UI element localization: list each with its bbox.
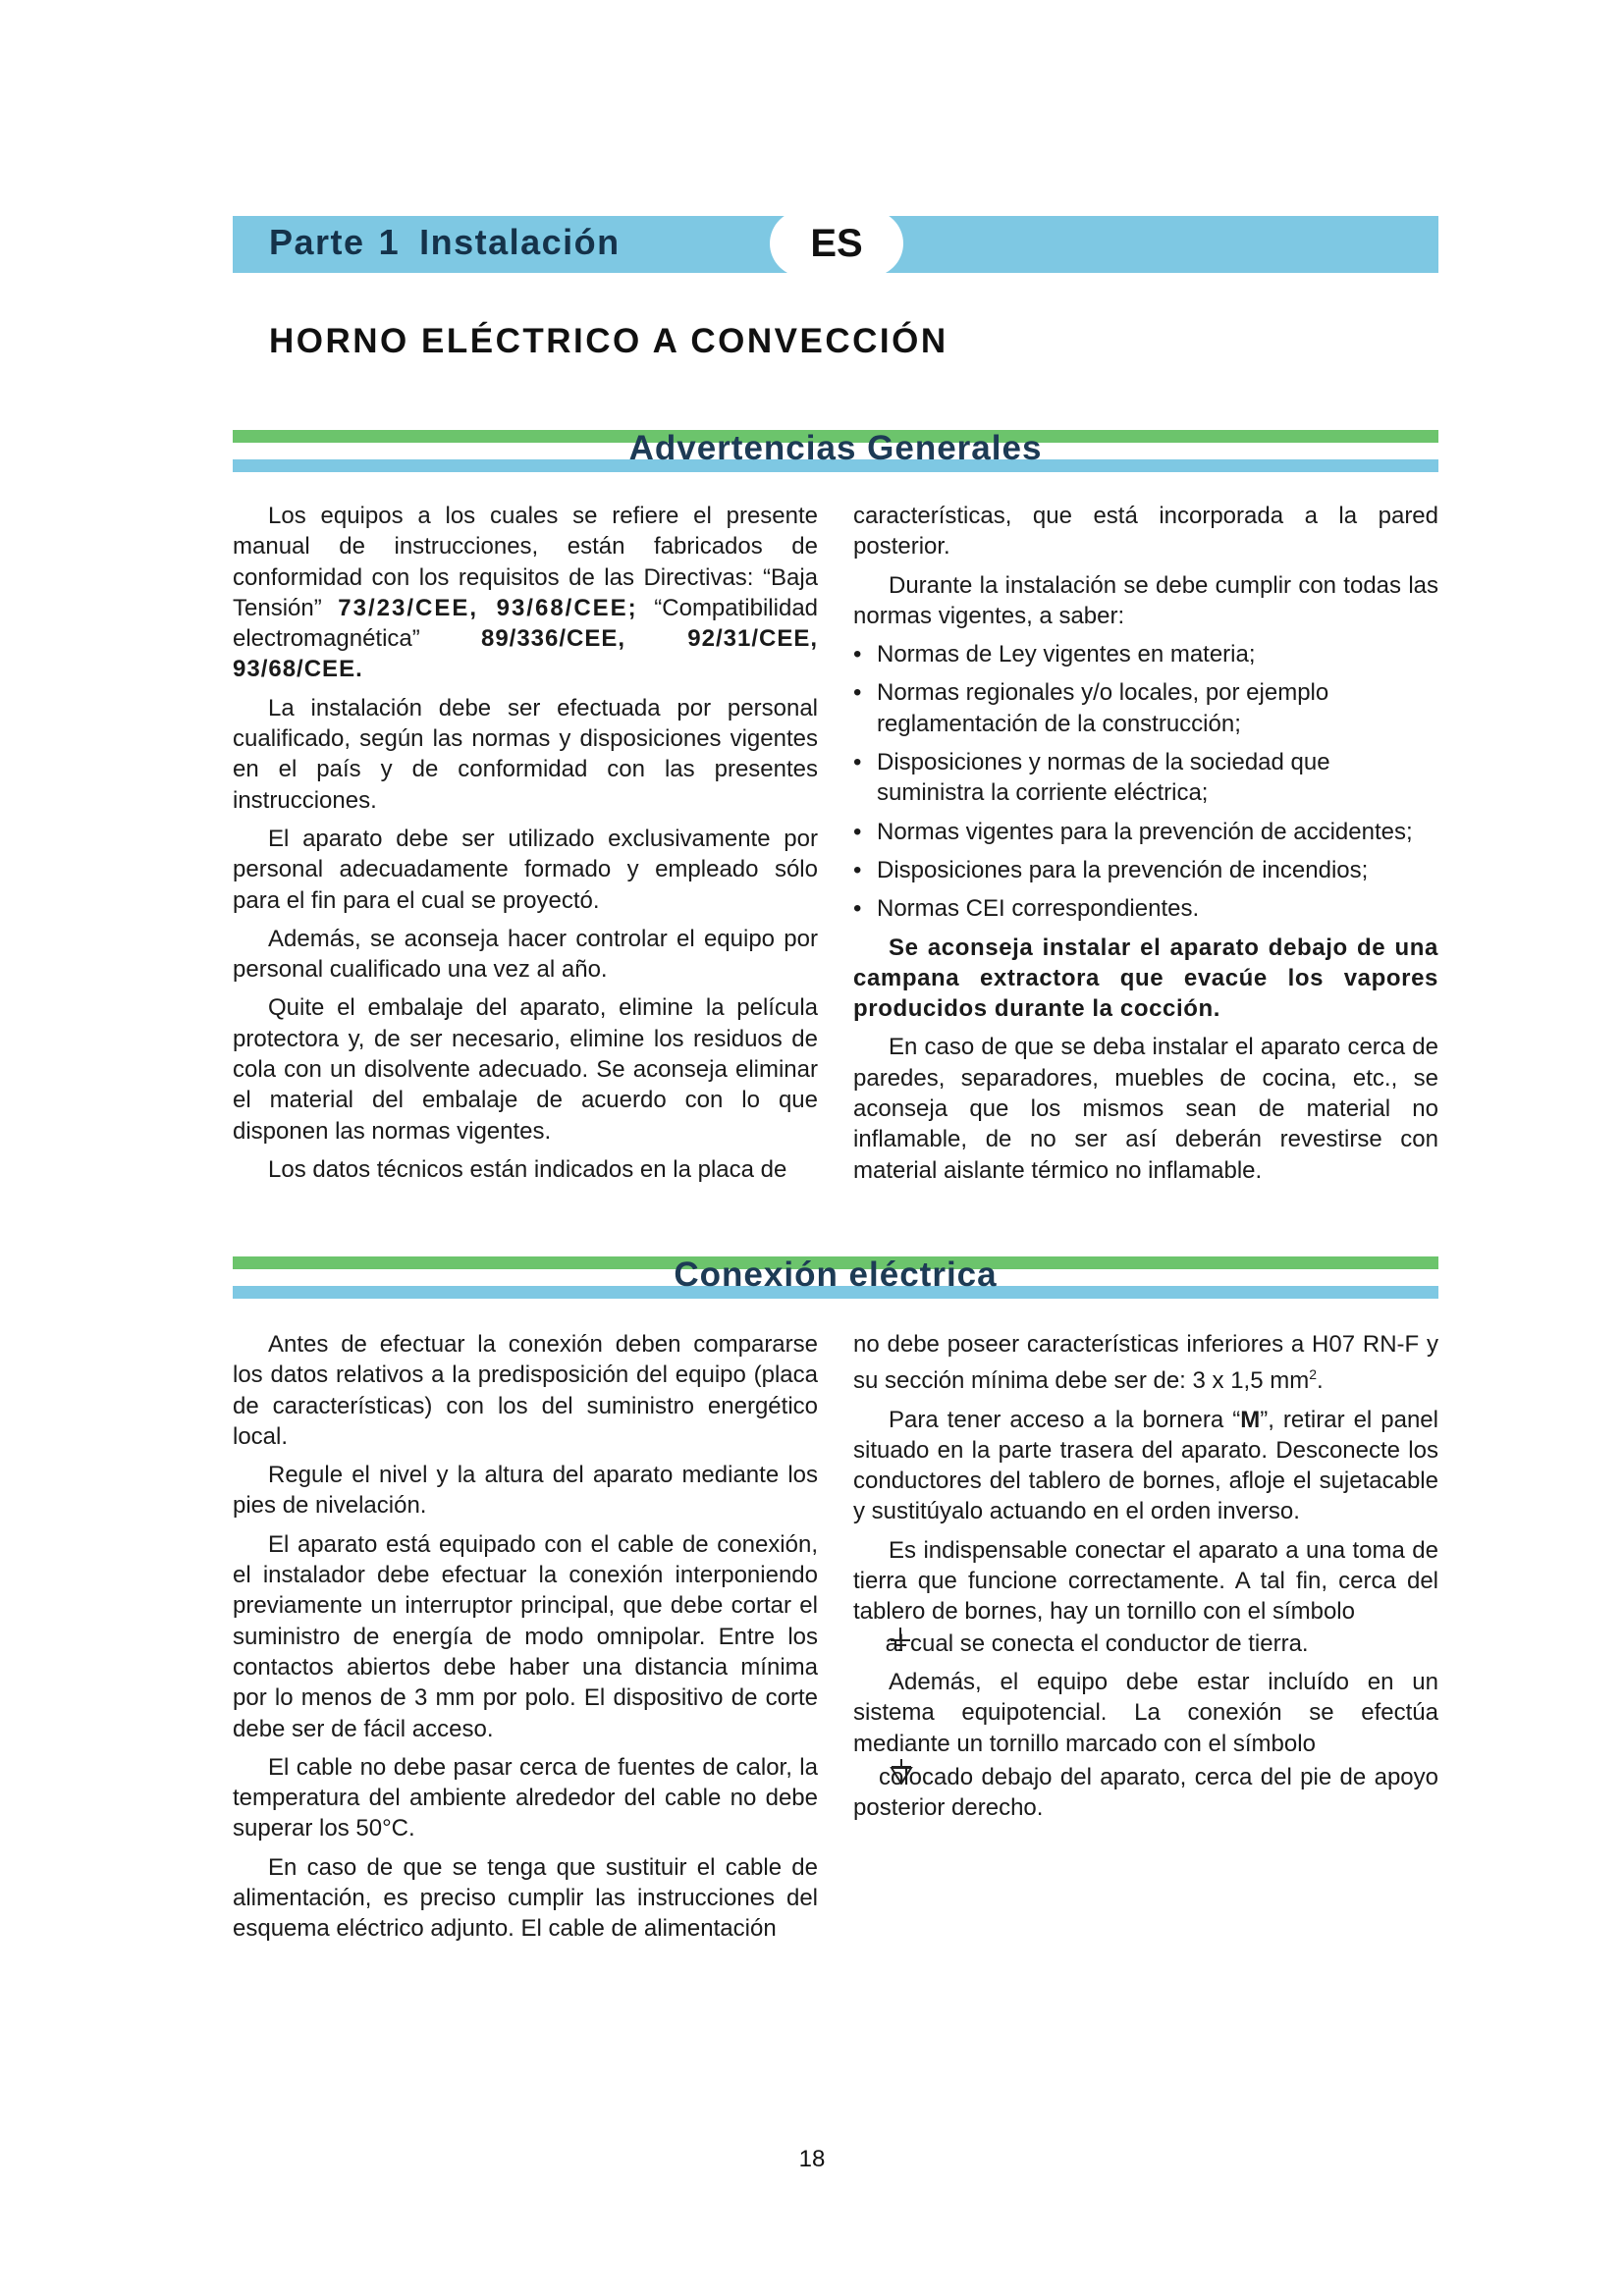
terminal-letter: M xyxy=(1240,1406,1261,1433)
section-bar-general-warnings xyxy=(233,430,1438,475)
section2-left-column xyxy=(233,1329,818,1952)
paragraph-directives xyxy=(233,501,818,685)
paragraph: características, que está incorporada a la pared posterior. xyxy=(853,503,1438,561)
equipotential-symbol-icon xyxy=(853,1759,879,1789)
paragraph: Los datos técnicos están indicados en la placa de xyxy=(268,1155,787,1183)
page-number: 18 xyxy=(798,2146,826,2172)
list-item: • Normas vigentes para la prevención de accidentes; xyxy=(853,817,1438,847)
paragraph: Quite el embalaje del aparato, elimine la película protectora y, de ser necesario, elimine los residuos de cola con un disolvente adecuado. Se aconseja eliminar el material del embalaje de acuerdo con lo que disponen las normas vigentes. xyxy=(233,994,818,1145)
list-item: • Disposiciones para la prevención de incendios; xyxy=(853,855,1438,885)
paragraph-text: Para tener acceso a la bornera “ xyxy=(889,1406,1241,1433)
paragraph-text: no debe poseer características inferiores a H07 RN-F y su sección mínima debe ser de: 3 x 1,5 mm xyxy=(853,1331,1438,1395)
hood-recommendation: Se aconseja instalar el aparato debajo de una campana extractora que evacúe los vapores producidos durante la cocción. xyxy=(853,934,1438,1023)
paragraph: En caso de que se tenga que sustituir el cable de alimentación, es preciso cumplir las instrucciones del esquema eléctrico adjunto. El cable de alimentación xyxy=(233,1853,818,1943)
paragraph-terminal xyxy=(853,1405,1438,1527)
paragraph-text: Es indispensable conectar el aparato a una toma de tierra que funcione correctamente. A tal fin, cerca del tablero de bornes, hay un tornillo con el símbolo xyxy=(853,1536,1438,1626)
list-item: • Normas CEI correspondientes. xyxy=(853,893,1438,924)
header-title xyxy=(269,220,621,265)
paragraph-text: ”, retirar el panel situado en la parte trasera del aparato. Desconecte los conductores del tablero de bornes, afloje el sujetacable y sustitúyalo actuando en el orden inverso. xyxy=(853,1406,1438,1525)
paragraph-text: al cual se conecta el conductor de tierra. xyxy=(885,1629,1309,1657)
paragraph-earth xyxy=(853,1535,1438,1659)
directive-low-voltage: 73/23/CEE, 93/68/CEE; xyxy=(338,594,638,621)
superscript: 2 xyxy=(1309,1366,1317,1383)
list-item: • Disposiciones y normas de la sociedad que suministra la corriente eléctrica; xyxy=(853,747,1438,809)
section2-right-column xyxy=(853,1329,1438,1831)
directive-emc: 89/336/CEE, 92/31/CEE, 93/68/CEE. xyxy=(233,625,818,683)
header-section-title: Instalación xyxy=(419,222,621,262)
paragraph: El cable no debe pasar cerca de fuentes de calor, la temperatura del ambiente alrededor del cable no debe superar los 50°C. xyxy=(233,1753,818,1842)
paragraph: El aparato está equipado con el cable de conexión, el instalador debe efectuar la conexión interponiendo previamente un interruptor principal, que debe cortar el suministro de energía de modo omnipolar. Entre los contactos abiertos debe haber una distancia mínima por lo menos de 3 mm por polo. El dispositivo de corte debe ser de fácil acceso. xyxy=(233,1530,818,1742)
paragraph-text: . xyxy=(1317,1367,1324,1395)
section-bar-electrical-connection xyxy=(233,1256,1438,1302)
directive-emc-label: “Compatibilidad electromagnética” xyxy=(233,594,819,653)
paragraph-equipotential xyxy=(853,1667,1438,1823)
regulations-list xyxy=(853,639,1438,924)
paragraph: Además, se aconseja hacer controlar el equipo por personal cualificado una vez al año. xyxy=(233,925,818,984)
section1-right-column xyxy=(853,501,1438,1194)
header-part-number: 1 xyxy=(378,222,401,262)
paragraph: Antes de efectuar la conexión deben compararse los datos relativos a la predisposición del equipo (placa de características) con los del suministro energético local. xyxy=(233,1331,818,1450)
language-tab: ES xyxy=(770,210,903,277)
section1-left-column xyxy=(233,501,818,1193)
paragraph: El aparato debe ser utilizado exclusivamente por personal adecuadamente formado y empleado sólo para el fin para el cual se proyectó. xyxy=(233,825,818,914)
section-title: Conexión eléctrica xyxy=(674,1255,998,1294)
list-item: • Normas de Ley vigentes en materia; xyxy=(853,639,1438,669)
paragraph-cable-spec xyxy=(853,1329,1438,1397)
header-part-label: Parte xyxy=(269,222,365,262)
earth-symbol-icon xyxy=(853,1628,879,1655)
paragraph-text: Además, el equipo debe estar incluído en un sistema equipotencial. La conexión se efectúa mediante un tornillo marcado con el símbolo xyxy=(853,1668,1438,1757)
paragraph-text: colocado debajo del aparato, cerca del pie de apoyo posterior derecho. xyxy=(853,1763,1438,1822)
paragraph-text: Los equipos a los cuales se refiere el presente manual de instrucciones, están fabricados de conformidad con los requisitos de las Directivas: “Baja Tensión” xyxy=(233,503,818,621)
paragraph: Regule el nivel y la altura del aparato mediante los pies de nivelación. xyxy=(233,1462,818,1520)
paragraph: Durante la instalación se debe cumplir con todas las normas vigentes, a saber: xyxy=(853,571,1438,629)
paragraph: La instalación debe ser efectuada por personal cualificado, según las normas y disposiciones vigentes en el país y de conformidad con las presentes instrucciones. xyxy=(233,694,818,814)
main-title: HORNO ELÉCTRICO A CONVECCIÓN xyxy=(269,322,948,360)
section-title: Advertencias Generales xyxy=(628,429,1043,467)
paragraph: En caso de que se deba instalar el aparato cerca de paredes, separadores, muebles de cocina, etc., se aconseja que los mismos sean de material no inflamable, de no ser así deberán revestirse con material aislante térmico no inflamable. xyxy=(853,1034,1438,1184)
list-item: • Normas regionales y/o locales, por ejemplo reglamentación de la construcción; xyxy=(853,677,1438,739)
